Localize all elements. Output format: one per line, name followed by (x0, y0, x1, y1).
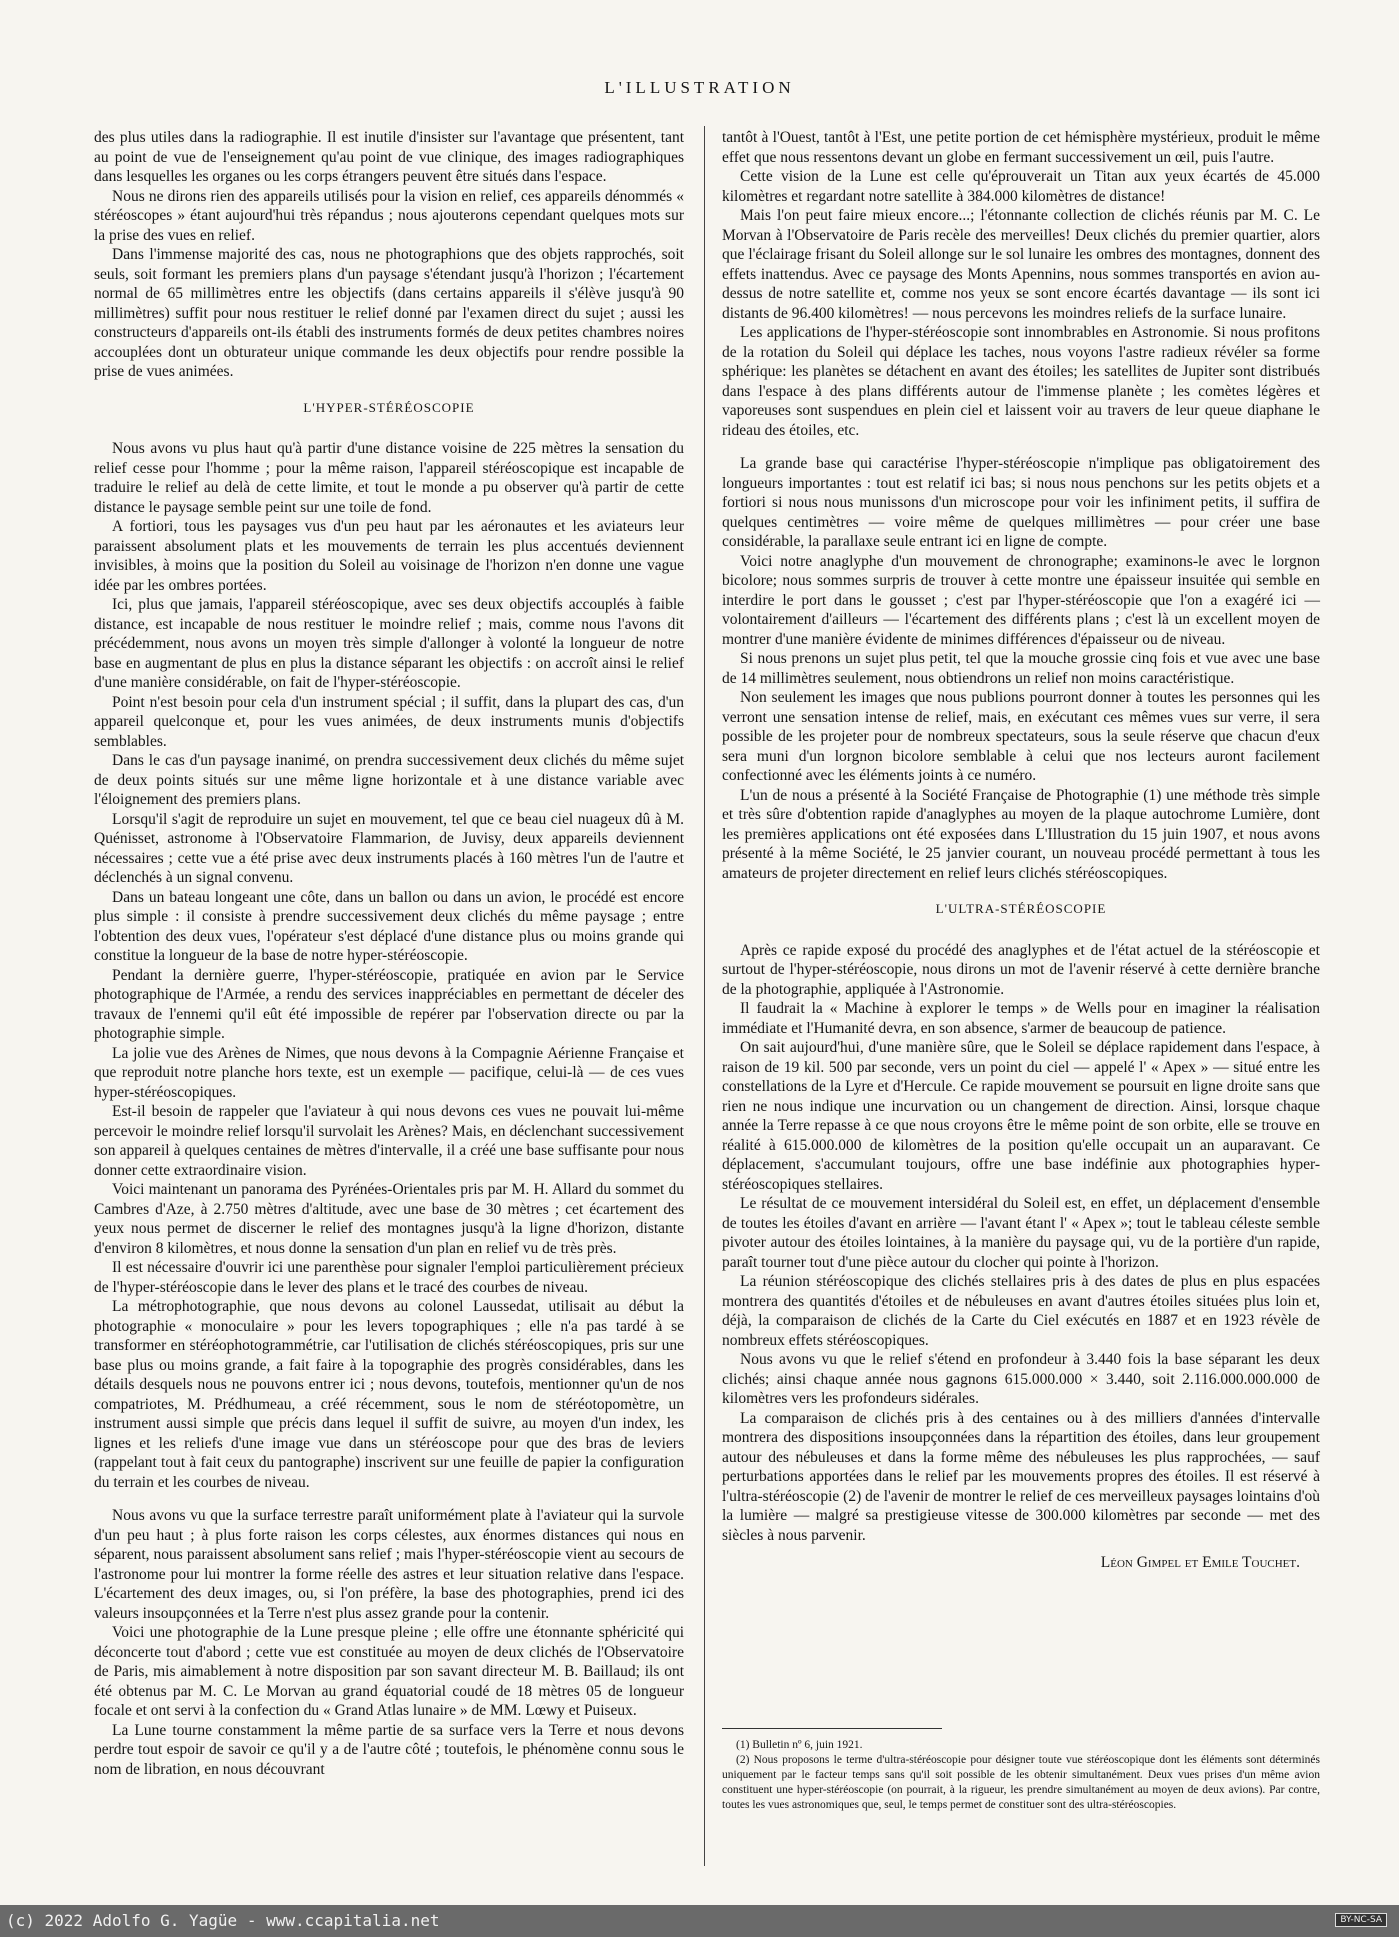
section-heading: L'HYPER-STÉRÉOSCOPIE (303, 399, 475, 415)
paragraph: On sait aujourd'hui, d'une manière sûre, que le Soleil se déplace rapidement dans l'espace, à raison de 19 kil. 500 par seconde, vers un point du ciel — appelé l' « Apex » — situé entre les constellations de la Lyre et d'Hercule. Ce rapide mouvement se poursuit en ligne droite sans que rien ne nous indique une incurvation ou un changement de direction. Ainsi, lorsque chaque année la Terre repasse à ce que nous croyons être le même point de son orbite, elle se trouve en réalité à 615.000.000 de kilomètres de la position qu'elle occupait un an auparavant. Ce déplacement, s'accumulant toujours, offre une base indéfinie aux photographies hyper-stéréoscopiques stellaires. (722, 1039, 1320, 1193)
paragraph: Est-il besoin de rappeler que l'aviateur à qui nous devons ces vues ne pouvait lui-même percevoir le moindre relief lorsqu'il survolait les Arènes? Mais, en déclenchant successivement son appareil à quelques centaines de mètres d'intervalle, il a créé une base suffisante pour nous donner cette extraordinaire vision. (94, 1103, 684, 1179)
paragraph: Voici notre anaglyphe d'un mouvement de chronographe; examinons-le avec le lorgnon bicolore; nous sommes surpris de trouver à cette montre une épaisseur insuitée qui semble en interdire le port dans le gousset ; c'est par l'hyper-stéréoscopie que l'on a exagéré ici — volontairement d'ailleurs — l'écartement des différents plans ; c'est là un excellent moyen de montrer d'une manière évidente de minimes différences d'épaisseur ou de niveau. (722, 552, 1320, 648)
paragraph: Non seulement les images que nous publions pourront donner à toutes les personnes qui les verront une sensation intense de relief, mais, en exécutant ces mêmes vues sur verre, il sera possible de les projeter pour de nombreux spectateurs, sous la seule réserve que chacun d'eux sera muni d'un lorgnon bicolore semblable à celui que nos lecteurs auront facilement confectionné avec les éléments joints à ce numéro. (722, 689, 1320, 784)
right-column (722, 128, 1320, 1573)
spacer (722, 440, 1320, 454)
paragraph: Nous avons vu plus haut qu'à partir d'une distance voisine de 225 mètres la sensation du relief cesse pour l'homme ; pour la même raison, l'appareil stéréoscopique est incapable de traduire le relief au delà de cette limite, et tout le monde a pu observer qu'à partir de cette distance le paysage semble peint sur une toile de fond. (94, 440, 684, 516)
paragraph: Nous avons vu que la surface terrestre paraît uniformément plate à l'aviateur qui la survole d'un peu haut ; à plus forte raison les corps célestes, aux énormes distances qui nous en séparent, nous paraissent absolument sans relief ; mais l'hyper-stéréoscopie vient au secours de l'astronome pour lui montrer la forme réelle des astres et leur situation relative dans l'espace. L'écartement des deux images, ou, si l'on préfère, la base des photographies, prend ici des valeurs insoupçonnées et la Terre n'est plus assez grande pour la contenir. (94, 1507, 684, 1622)
paragraph: Point n'est besoin pour cela d'un instrument spécial ; il suffit, dans la plupart des cas, d'un appareil quelconque et, pour les vues animées, de deux instruments munis d'objectifs semblables. (94, 693, 684, 750)
paragraph: La comparaison de clichés pris à des centaines ou à des milliers d'années d'intervalle montrera des dispositions insoupçonnées dans la répartition des étoiles, dans leur groupement autour des nébuleuses et dans la forme même des nébuleuses les plus rapprochées, — sauf perturbations apportées dans le relief par les mouvements propres des étoiles. Il est réservé à l'ultra-stéréoscopie (2) de l'avenir de montrer le relief de ces merveilleux paysages lointains d'où la lumière — malgré sa prestigieuse vitesse de 300.000 kilomètres par seconde — met des siècles à nous parvenir. (722, 1409, 1320, 1544)
paragraph: Pendant la dernière guerre, l'hyper-stéréoscopie, pratiquée en avion par le Service photographique de l'Armée, a rendu des services inappréciables en permettant de déceler des travaux de l'ennemi qu'il eût été impossible de repérer par l'observation directe ou par la photographie simple. (94, 966, 684, 1042)
paragraph: Dans le cas d'un paysage inanimé, on prendra successivement deux clichés du même sujet de deux points situés sur une même ligne horizontale et à une distance variable avec l'éloignement des premiers plans. (94, 752, 684, 808)
credit-text: (c) 2022 Adolfo G. Yagüe - www.ccapitalia.net (6, 1911, 440, 1930)
paragraph: L'un de nous a présenté à la Société Française de Photographie (1) une méthode très simple et très sûre d'obtention rapide d'anaglyphes au moyen de la plaque autochrome Lumière, dont les premières applications ont été exposées dans L'Illustration du 15 juin 1907, et nous avons présenté à la même Société, le 25 janvier courant, un nouveau procédé permettant à tous les amateurs de projeter directement en relief leurs clichés stéréoscopiques. (722, 786, 1320, 882)
paragraph: La métrophotographie, que nous devons au colonel Laussedat, utilisait au début la photographie « monoculaire » pour les levers topographiques ; elle n'a pas tardé à se transformer en stéréophotogrammétrie, car l'utilisation de clichés stéréoscopiques, pris sur une base plus ou moins grande, a fait faire à la topographie des progrès considérables, dans les détails desquels nous ne pouvons entrer ici ; nous devons, toutefois, mentionner qu'un de nos compatriotes, M. Prédhumeau, a créé récemment, sous le nom de stéréotopomètre, un instrument aussi simple que précis dans lequel il suffit de suivre, au moyen d'un index, les lignes et les reliefs d'une image vue dans un stéréoscope pour que des bras de leviers (rappelant tout à fait ceux du pantographe) inscrivent sur une feuille de papier la configuration du terrain et les courbes de niveau. (94, 1298, 684, 1491)
paragraph: Mais l'on peut faire mieux encore...; l'étonnante collection de clichés réunis par M. C. Le Morvan à l'Observatoire de Paris recèle des merveilles! Deux clichés du premier quartier, alors que l'éclairage frisant du Soleil allonge sur le sol lunaire les ombres des montagnes, donnent des effets inattendus. Avec ce paysage des Monts Apennins, nous sommes transportés en avion au-dessus de notre satellite et, comme nos yeux se sont encore écartés davantage — ils sont ici distants de 96.400 kilomètres! — nous percevons les moindres reliefs de la surface lunaire. (722, 207, 1320, 322)
paragraph: Les applications de l'hyper-stéréoscopie sont innombrables en Astronomie. Si nous profitons de la rotation du Soleil qui déplace les taches, nous voyons l'astre radieux révéler sa forme sphérique: les planètes se détachent en avant des étoiles; les satellites de Jupiter sont distribués dans l'espace à des plans différents autour de l'immense planète ; les comètes légères et vaporeuses sont suspendues en plein ciel et laissent voir au travers de leur queue diaphane le rideau des étoiles, etc. (722, 324, 1320, 439)
paragraph: Il faudrait la « Machine à explorer le temps » de Wells pour en imaginer la réalisation immédiate et l'Humanité devra, en son absence, s'armer de beaucoup de patience. (722, 1000, 1320, 1037)
footnote: (2) Nous proposons le terme d'ultra-stéréoscopie pour désigner toute vue stéréoscopique dont les éléments sont déterminés uniquement par le facteur temps sans qu'il soit possible de les obtenir simultanément. Deux vues prises d'un même avion constituent une hyper-stéréoscopie (on pourrait, à la rigueur, les prendre simultanément au moyen de deux avions). Par contre, toutes les vues astronomiques que, seul, le temps permet de constituer sont des ultra-stéréoscopies. (722, 1754, 1320, 1811)
paragraph: Voici une photographie de la Lune presque pleine ; elle offre une étonnante sphéricité qui déconcerte tout d'abord ; cette vue est constituée au moyen de deux clichés de l'Observatoire de Paris, mis aimablement à notre disposition par son savant directeur M. B. Baillaud; ils ont été obtenus par M. C. Le Morvan au grand équatorial coudé de 18 mètres 05 de longueur focale et ont servi à la confection du « Grand Atlas lunaire » de MM. Lœwy et Puiseux. (94, 1624, 684, 1719)
paragraph: La Lune tourne constamment la même partie de sa surface vers la Terre et nous devons perdre tout espoir de savoir ce qu'il y a de l'autre côté ; toutefois, le phénomène connu sous le nom de libration, en nous découvrant (94, 1721, 684, 1778)
paragraph: Voici maintenant un panorama des Pyrénées-Orientales pris par M. H. Allard du sommet du Cambres d'Aze, à 2.750 mètres d'altitude, avec une base de 30 mètres ; cet écartement des yeux nous permet de discerner le relief des montagnes jusqu'à la ligne d'horizon, distante d'environ 8 kilomètres, et nous donne la sensation d'un plan en relief vu de très près. (94, 1181, 684, 1257)
paragraph: Après ce rapide exposé du procédé des anaglyphes et de l'état actuel de la stéréoscopie et surtout de l'hyper-stéréoscopie, nous dirons un mot de l'avenir réservé à cette dernière branche de la photographie, appliquée à l'Astronomie. (722, 941, 1320, 998)
section-heading: L'ULTRA-STÉRÉOSCOPIE (935, 901, 1107, 916)
paragraph: Ici, plus que jamais, l'appareil stéréoscopique, avec ses deux objectifs accouplés à faible distance, est incapable de nous restituer le moindre relief ; mais, comme nous l'avons dit précédemment, nous avons un moyen très simple d'allonger à volonté la longueur de notre base en augmentant de plus en plus la distance séparant les objectifs : on accroît ainsi le relief d'une manière considérable, on fait de l'hyper-stéréoscopie. (94, 596, 684, 691)
paragraph: Cette vision de la Lune est celle qu'éprouverait un Titan aux yeux écartés de 45.000 kilomètres et regardant notre satellite à 384.000 kilomètres de distance! (722, 168, 1320, 205)
paragraph: Nous ne dirons rien des appareils utilisés pour la vision en relief, ces appareils dénommés « stéréoscopes » étant aujourd'hui très répandus ; nous ajouterons cependant quelques mots sur la prise des vues en relief. (94, 187, 684, 244)
paragraph: La réunion stéréoscopique des clichés stellaires pris à des dates de plus en plus espacées montrera des quantités d'étoiles et de nébuleuses en avant d'autres étoiles situées plus loin et, déjà, la comparaison de clichés de la Carte du Ciel exécutés en 1887 et en 1923 révèle de nombreux effets stéréoscopiques. (722, 1273, 1320, 1349)
credit-bar (0, 1905, 1399, 1937)
paragraph: La grande base qui caractérise l'hyper-stéréoscopie n'implique pas obligatoirement des longueurs importantes : tout est relatif ici bas; si nous nous penchons sur les petits objets et a fortiori si nous nous munissons d'un microscope pour voir les infiniment petits, il suffira de quelques centimètres — voire même de quelques millimètres — pour créer une base considérable, la parallaxe seule entrant ici en ligne de compte. (722, 455, 1320, 550)
column-rule (704, 126, 705, 1866)
paragraph: Si nous prenons un sujet plus petit, tel que la mouche grossie cinq fois et vue avec une base de 14 millimètres seulement, nous obtiendrons un relief non moins caractéristique. (722, 650, 1320, 687)
paragraph: Le résultat de ce mouvement intersidéral du Soleil est, en effet, un déplacement d'ensemble de toutes les étoiles d'avant en arrière — l'avant étant l' « Apex »; tout le tableau céleste semble pivoter autour des étoiles lointaines, à la manière du paysage qui, vu de la portière d'un rapide, paraît tourner tout d'une pièce autour du clocher qui pointe à l'horizon. (722, 1195, 1320, 1271)
paragraph: Nous avons vu que le relief s'étend en profondeur à 3.440 fois la base séparant les deux clichés; ainsi chaque année nous gagnons 615.000.000 × 3.440, soit 2.116.000.000.000 de kilomètres vers les profondeurs sidérales. (722, 1351, 1320, 1407)
paragraph: A fortiori, tous les paysages vus d'un peu haut par les aéronautes et les aviateurs leur paraissent absolument plats et les mouvements de terrain les plus accentués deviennent invisibles, à moins que la position du Soleil au voisinage de l'horizon n'en donne une vague idée par les ombres portées. (94, 518, 684, 594)
left-column (94, 128, 684, 1779)
paragraph: Lorsqu'il s'agit de reproduire un sujet en mouvement, tel que ce beau ciel nuageux dû à M. Quénisset, astronome à l'Observatoire Flammarion, de Juvisy, deux appareils deviennent nécessaires ; cette vue a été prise avec deux instruments placés à 160 mètres l'un de l'autre et déclenchés à un signal convenu. (94, 810, 684, 886)
signature: Léon Gimpel et Emile Touchet. (1100, 1554, 1300, 1571)
paragraph: La jolie vue des Arènes de Nimes, que nous devons à la Compagnie Aérienne Française et que reproduit notre planche hors texte, est un exemple — pacifique, celui-là — de ces vues hyper-stéréoscopiques. (94, 1044, 684, 1101)
paragraph: des plus utiles dans la radiographie. Il est inutile d'insister sur l'avantage que présentent, tant au point de vue de l'enseignement qu'au point de vue clinique, des images radiographiques dans lesquelles les organes ou les corps étrangers peuvent être situés dans l'espace. (94, 129, 684, 185)
spacer (94, 1492, 684, 1506)
paragraph: Dans un bateau longeant une côte, dans un ballon ou dans un avion, le procédé est encore plus simple : il consiste à prendre successivement deux clichés du même paysage ; entre l'obtention des deux vues, l'opérateur s'est déplacé d'une distance plus ou moins grande qui constitue la longueur de la base de notre hyper-stéréoscopie. (94, 888, 684, 964)
footnotes (722, 1738, 1320, 1813)
paragraph: Dans l'immense majorité des cas, nous ne photographions que des objets rapprochés, soit seuls, soit formant les premiers plans d'un paysage s'étendant jusqu'à l'horizon ; l'écartement normal de 65 millimètres entre les objectifs (dans certains appareils il s'élève jusqu'à 90 millimètres) suffit pour nous restituer le relief donné par l'examen direct du sujet ; aussi les constructeurs d'appareils ont-ils établi des instruments formés de deux petites chambres noires accouplées dont un obturateur unique commande les deux objectifs pour rendre possible la prise de vues animées. (94, 246, 684, 380)
paragraph: tantôt à l'Ouest, tantôt à l'Est, une petite portion de cet hémisphère mystérieux, produit le même effet que nous ressentons devant un globe en fermant successivement un œil, puis l'autre. (722, 129, 1320, 166)
footnote: (1) Bulletin nº 6, juin 1921. (736, 1739, 863, 1751)
paragraph: Il est nécessaire d'ouvrir ici une parenthèse pour signaler l'emploi particulièrement précieux de l'hyper-stéréoscopie dans le lever des plans et le tracé des courbes de niveau. (94, 1259, 684, 1296)
masthead: L'ILLUSTRATION (604, 78, 795, 97)
license-badge[interactable]: BY-NC-SA (1335, 1913, 1387, 1927)
footnote-rule (722, 1728, 942, 1729)
